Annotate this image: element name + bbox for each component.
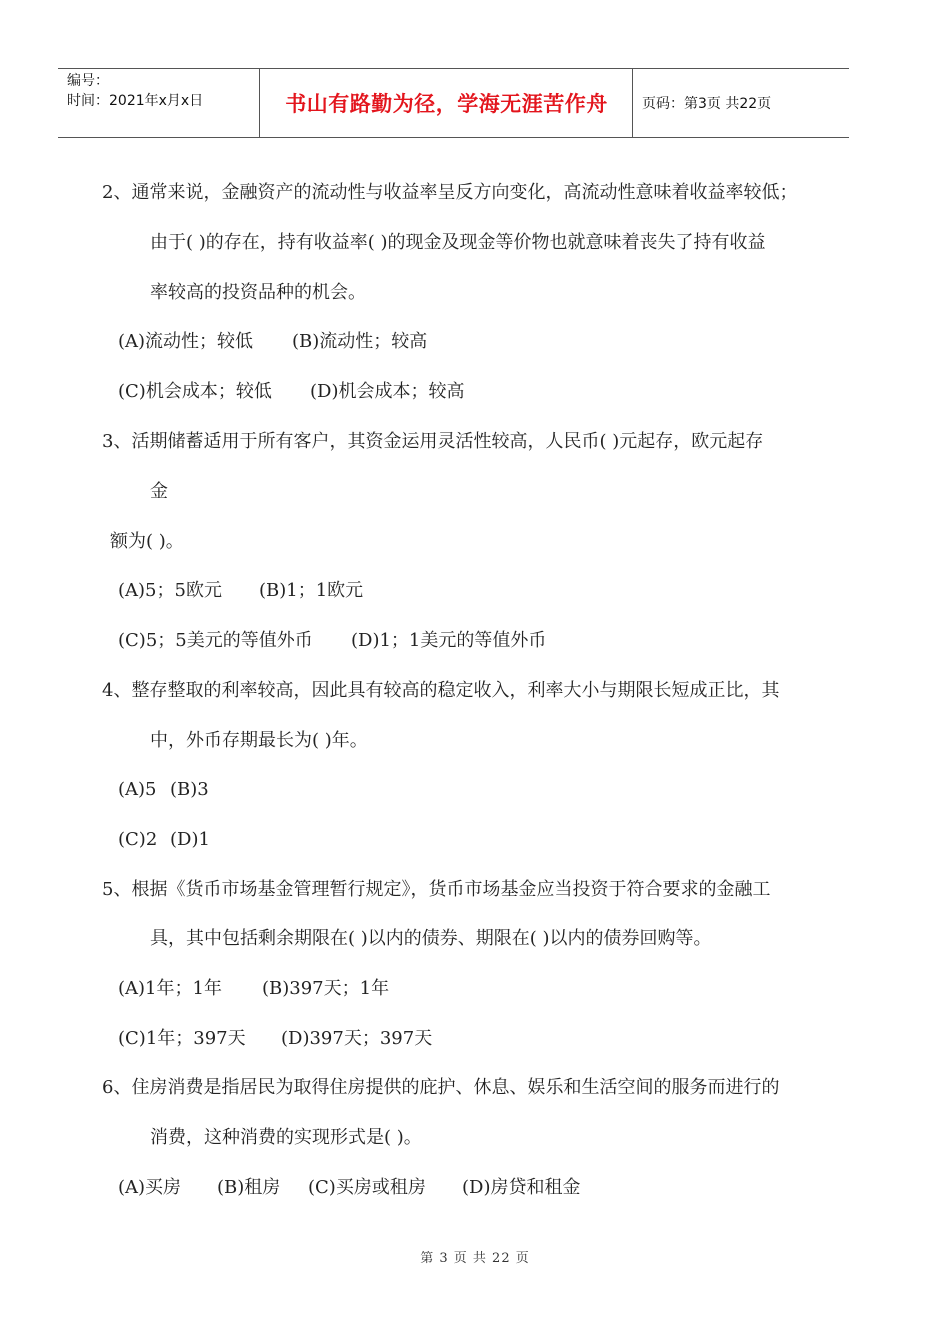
- question-6-options: [118, 1176, 580, 1200]
- header-page-info: 页码：第3页 共22页: [642, 96, 772, 112]
- option-c: (C)2: [118, 829, 158, 850]
- option-c: (C)1年；397天: [118, 1028, 246, 1049]
- option-a: (A)流动性；较低: [118, 331, 254, 352]
- question-2-line-1: 2、通常来说，金融资产的流动性与收益率呈反方向变化，高流动性意味着收益率较低；: [102, 182, 798, 203]
- option-d: (D)机会成本；较高: [310, 381, 465, 402]
- question-3-line-3: 额为( )。: [110, 531, 184, 552]
- question-2-options-cd: [118, 380, 464, 404]
- option-a: (A)1年；1年: [118, 978, 222, 999]
- option-c: (C)5；5美元的等值外币: [118, 630, 313, 651]
- option-b: (B)租房: [217, 1177, 281, 1198]
- question-5-line-2: 具，其中包括剩余期限在( )以内的债券、期限在( )以内的债券回购等。: [150, 928, 712, 949]
- page-footer: 第 3 页 共 22 页: [420, 1251, 530, 1266]
- question-6-line-2: 消费，这种消费的实现形式是( )。: [150, 1127, 422, 1148]
- question-4-options-ab: [118, 778, 209, 802]
- question-5-options-cd: [118, 1027, 432, 1051]
- question-3-options-cd: [118, 629, 546, 653]
- question-2-line-2: 由于( )的存在，持有收益率( )的现金及现金等价物也就意味着丧失了持有收益: [150, 232, 766, 253]
- question-4-options-cd: [118, 828, 210, 852]
- option-b: (B)1；1欧元: [259, 580, 364, 601]
- header-meta: [67, 71, 203, 111]
- option-c: (C)买房或租房: [308, 1177, 426, 1198]
- option-d: (D)房贷和租金: [462, 1177, 581, 1198]
- option-d: (D)1: [170, 829, 210, 850]
- question-4-line-1: 4、整存整取的利率较高，因此具有较高的稳定收入，利率大小与期限长短成正比，其: [102, 680, 780, 701]
- option-d: (D)1；1美元的等值外币: [351, 630, 547, 651]
- page-header: [58, 68, 849, 138]
- question-3-line-2: 金: [150, 481, 168, 502]
- option-d: (D)397天；397天: [281, 1028, 433, 1049]
- serial-number-label: 编号：: [67, 73, 109, 89]
- option-a: (A)5: [118, 779, 157, 800]
- option-a: (A)5；5欧元: [118, 580, 222, 601]
- question-3-options-ab: [118, 579, 363, 603]
- question-2-options-ab: [118, 330, 427, 354]
- option-a: (A)买房: [118, 1177, 182, 1198]
- question-6-line-1: 6、住房消费是指居民为取得住房提供的庇护、休息、娱乐和生活空间的服务而进行的: [102, 1077, 780, 1098]
- option-b: (B)流动性；较高: [292, 331, 428, 352]
- option-c: (C)机会成本；较低: [118, 381, 272, 402]
- date-label: 时间：2021年x月x日: [67, 93, 204, 109]
- header-motto: 书山有路勤为径，学海无涯苦作舟: [285, 92, 608, 116]
- option-b: (B)397天；1年: [262, 978, 390, 999]
- question-5-options-ab: [118, 977, 389, 1001]
- question-5-line-1: 5、根据《货币市场基金管理暂行规定》，货币市场基金应当投资于符合要求的金融工: [102, 879, 771, 900]
- header-divider-right: [632, 69, 633, 137]
- question-4-line-2: 中，外币存期最长为( )年。: [150, 730, 368, 751]
- question-3-line-1: 3、活期储蓄适用于所有客户，其资金运用灵活性较高，人民币( )元起存，欧元起存: [102, 431, 764, 452]
- option-b: (B)3: [170, 779, 209, 800]
- question-2-line-3: 率较高的投资品种的机会。: [150, 282, 366, 303]
